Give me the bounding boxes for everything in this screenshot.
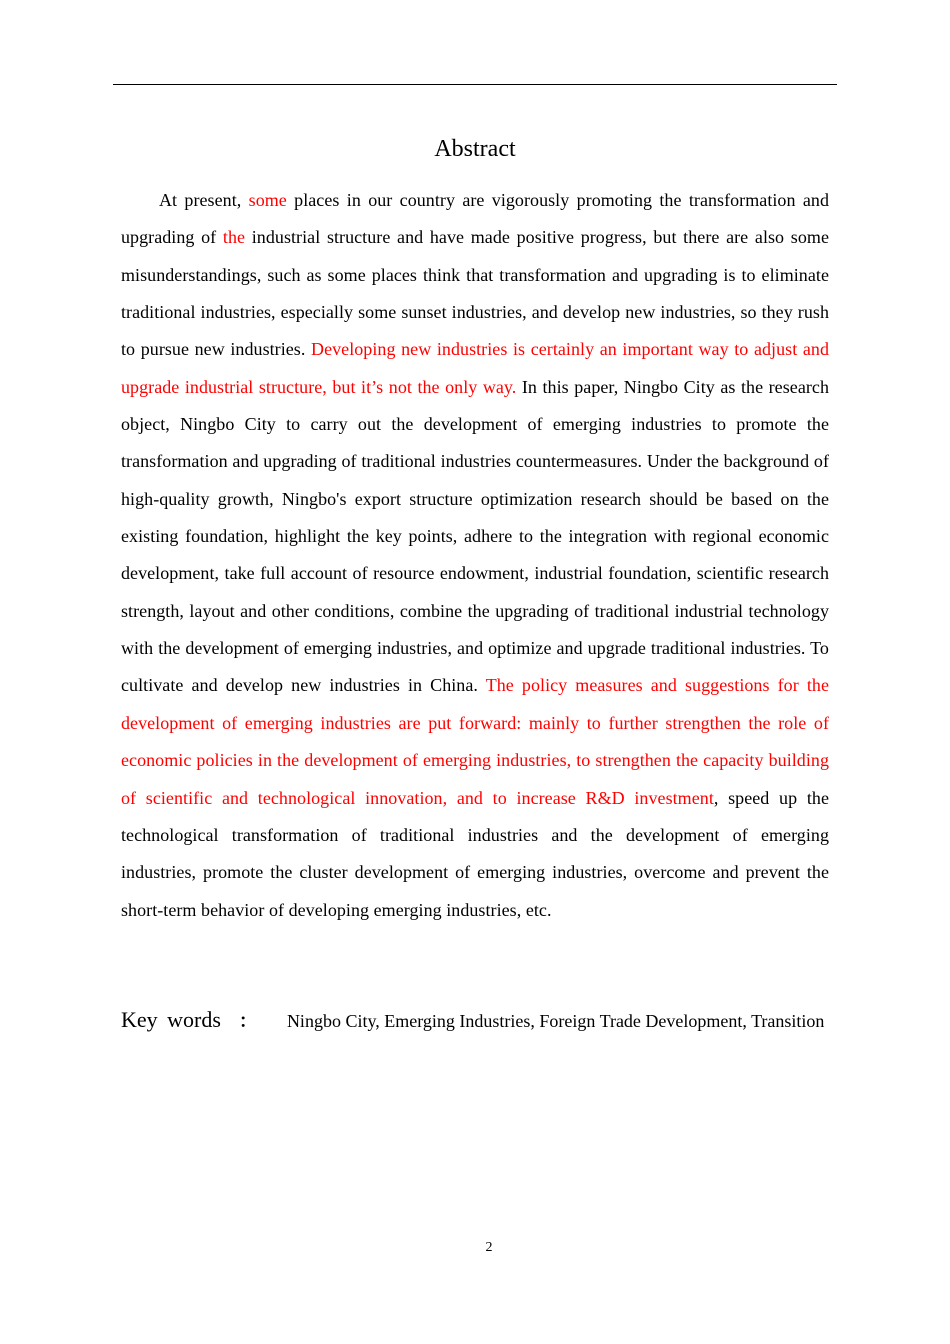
abstract-segment: industrial structure and have made positive progress, but there are also some misunderstandings, such as some places think that transformation and upgrading is to eliminate traditional industries, especially some sunset industries, and develop new industries, so they rush to pursue new industries. bbox=[121, 227, 829, 360]
abstract-segment-highlighted: some bbox=[248, 190, 287, 210]
keywords-text: Ningbo City, Emerging Industries, Foreign Trade Development, Transition bbox=[286, 1011, 825, 1031]
keywords-line bbox=[121, 1002, 829, 1039]
abstract-segment-highlighted: The policy measures and suggestions for the development of emerging industries are put forward: mainly to further strengthen the role of economic policies in the development of emerging industries, to strengthen the capacity building of scientific and technological innovation, and to increase R&D investment bbox=[121, 675, 829, 808]
keywords-label: Key words bbox=[121, 1007, 221, 1032]
abstract-paragraph bbox=[121, 182, 829, 929]
abstract-segment-highlighted: Developing new industries is certainly an important way to adjust and upgrade industrial structure, but it’s not the only way. bbox=[121, 339, 829, 397]
abstract-segment: At present, bbox=[159, 190, 249, 210]
abstract-segment: places in our country are vigorously promoting the transformation and upgrading of bbox=[121, 190, 829, 248]
abstract-segment-highlighted: the bbox=[222, 227, 246, 248]
abstract-segment: In this paper, Ningbo City as the research object, Ningbo City to carry out the development of emerging industries to promote the transformation and upgrading of traditional industries countermeasures. Under the background of high-quality growth, Ningbo's export structure optimization research should be based on the existing foundation, highlight the key points, adhere to the integration with regional economic development, take full account of resource endowment, industrial foundation, scientific research strength, layout and other conditions, combine the upgrading of traditional industrial technology with the development of emerging industries, and optimize and upgrade traditional industries. To cultivate and develop new industries in China. bbox=[121, 376, 829, 696]
abstract-title: Abstract bbox=[434, 136, 516, 162]
header-rule bbox=[113, 84, 837, 85]
keywords-separator: ： bbox=[238, 1011, 257, 1031]
page-number: 2 bbox=[485, 1240, 493, 1255]
abstract-segment: , speed up the technological transformation of traditional industries and the development of emerging industries, promote the cluster development of emerging industries, overcome and prevent the short-term behavior of developing emerging industries, etc. bbox=[121, 787, 829, 920]
